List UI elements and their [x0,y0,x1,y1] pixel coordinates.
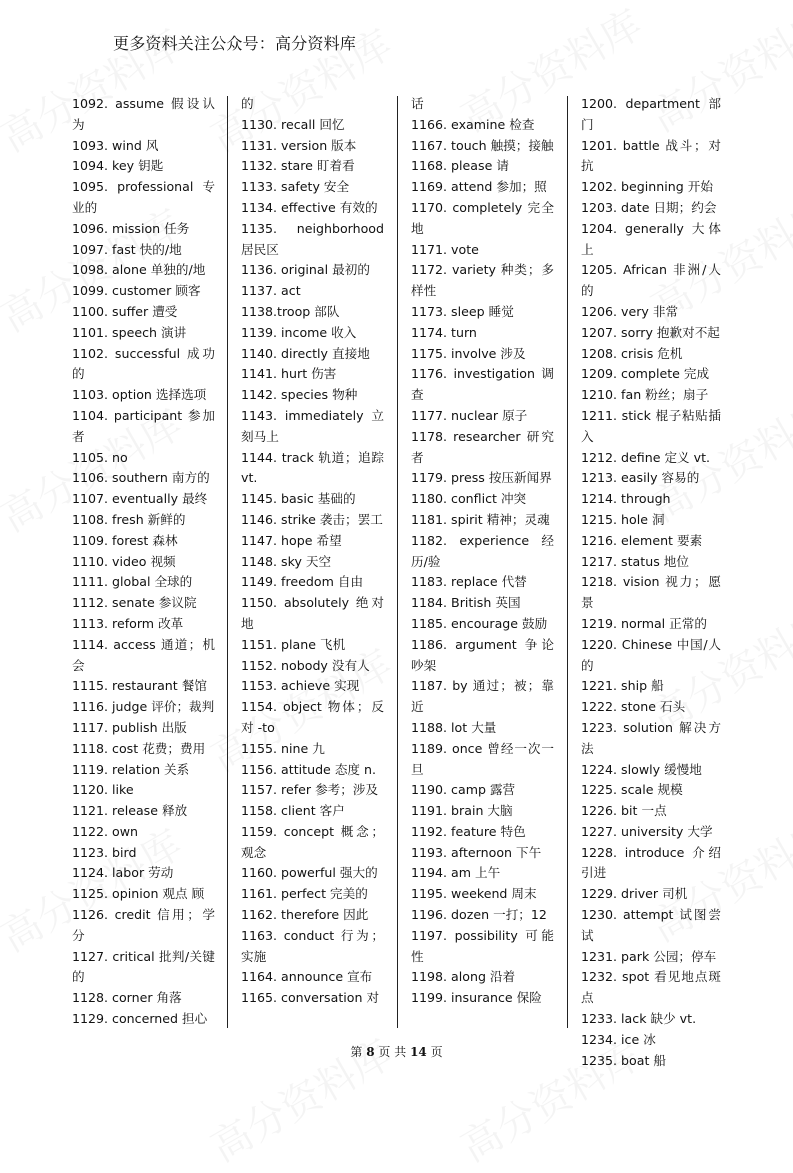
vocab-entry: 1200. department 部门 [581,96,721,132]
vocab-entry: 1186. argument 争论吵架 [411,636,554,673]
vocab-entry: 1225. scale 规模 [581,782,683,798]
vocab-entry: 1148. sky 天空 [241,553,332,569]
vocab-entry: 1217. status 地位 [581,553,689,569]
vocab-entry: 1129. concerned 担心 [72,1011,208,1027]
vocab-column-3 [411,94,554,1029]
vocab-entry: 1224. slowly 缓慢地 [581,761,702,777]
vocab-entry: 1130. recall 回忆 [241,116,345,132]
vocab-entry: 1160. powerful 强大的 [241,865,378,881]
vocab-entry: 1194. am 上午 [411,865,501,881]
footer-prefix: 第 [350,1045,363,1059]
vocab-entry: 1108. fresh 新鲜的 [72,511,186,527]
vocab-entry: 1173. sleep 睡觉 [411,303,514,319]
vocab-entry: 1220. Chinese 中国/人的 [581,636,721,673]
vocab-entry: 1122. own [72,823,139,839]
vocab-entry: 1188. lot 大量 [411,719,497,735]
vocab-entry: 1137. act [241,283,301,299]
vocab-entry: 1144. track 轨道；追踪 vt. [241,449,384,486]
vocab-entry: 1139. income 收入 [241,324,357,340]
vocab-entry: 1193. afternoon 下午 [411,844,542,860]
vocab-entry: 1125. opinion 观点 顾 [72,886,205,902]
vocab-entry: 的 [241,96,254,111]
vocab-entry: 1101. speech 演讲 [72,324,187,340]
vocab-column-4 [581,94,721,1068]
vocab-entry: 1180. conflict 冲突 [411,491,527,507]
vocab-entry: 1152. nobody 没有人 [241,657,370,673]
vocab-entry: 1202. beginning 开始 [581,179,713,195]
vocab-entry: 1190. camp 露营 [411,782,516,798]
vocab-entry: 1178. researcher 研究者 [411,428,554,465]
column-divider [397,96,398,1028]
vocab-entry: 1175. involve 涉及 [411,345,526,361]
vocab-entry: 1212. define 定义 vt. [581,449,711,465]
vocab-entry: 1156. attitude 态度 n. [241,761,376,777]
vocab-entry: 1216. element 要素 [581,532,703,548]
vocab-entry: 1113. reform 改革 [72,615,184,631]
vocab-entry: 1159. concept 概念；观念 [241,823,384,860]
vocab-entry: 1105. no [72,449,128,465]
vocab-entry: 1206. very 非常 [581,303,679,319]
vocab-entry: 1230. attempt 试图尝试 [581,907,721,943]
vocab-entry: 1209. complete 完成 [581,366,710,382]
vocab-entry: 1155. nine 九 [241,740,325,756]
vocab-entry: 1099. customer 顾客 [72,283,201,299]
vocab-entry: 1167. touch 触摸；接触 [411,137,554,153]
vocab-entry: 1165. conversation 对 [241,990,380,1006]
vocab-entry: 1157. refer 参考；涉及 [241,782,379,798]
vocab-entry: 1232. spot 看见地点斑点 [581,969,721,1006]
vocab-entry: 1147. hope 希望 [241,532,342,548]
vocab-entry: 1096. mission 任务 [72,220,190,236]
vocab-entry: 1128. corner 角落 [72,990,182,1006]
vocab-entry: 1177. nuclear 原子 [411,407,528,423]
vocab-entry: 1235. boat 船 [581,1052,667,1068]
vocab-entry: 1142. species 物种 [241,387,358,403]
vocab-entry: 1168. please 请 [411,158,509,174]
column-divider [227,96,228,1028]
vocab-entry: 1223. solution 解决方法 [581,719,721,756]
vocab-entry: 1121. release 释放 [72,803,188,819]
vocab-entry: 1123. bird [72,844,137,860]
vocab-entry: 1145. basic 基础的 [241,491,356,507]
vocab-column-2 [241,94,384,1029]
vocab-entry: 1210. fan 粉丝；扇子 [581,387,709,403]
vocab-entry: 1115. restaurant 餐馆 [72,678,207,694]
vocab-entry: 1132. stare 盯着看 [241,158,355,174]
vocab-entry: 1098. alone 单独的/地 [72,262,206,278]
vocab-entry: 1133. safety 安全 [241,179,350,195]
vocab-entry: 1208. crisis 危机 [581,345,683,361]
vocab-entry: 1095. professional 专业的 [72,179,215,215]
vocab-entry: 1092. assume 假设认为 [72,96,215,132]
vocab-entry: 1118. cost 花费；费用 [72,740,206,756]
vocab-entry: 1126. credit 信用；学分 [72,907,215,943]
vocab-entry: 1110. video 视频 [72,553,176,569]
vocab-entry: 1107. eventually 最终 [72,491,208,507]
vocab-entry: 1205. African 非洲/人的 [581,262,721,299]
vocab-entry: 1226. bit 一点 [581,803,667,819]
vocab-entry: 1233. lack 缺少 vt. [581,1011,697,1027]
vocab-entry: 1166. examine 检查 [411,116,535,132]
page-footer [0,1043,793,1060]
vocab-entry: 1143. immediately 立刻马上 [241,407,384,444]
vocab-entry: 1136. original 最初的 [241,262,370,278]
vocab-entry: 1094. key 钥匙 [72,158,164,174]
vocab-entry: 1124. labor 劳动 [72,865,174,881]
vocab-entry: 1158. client 客户 [241,803,345,819]
vocab-entry: 1222. stone 石头 [581,699,686,715]
vocab-entry: 1114. access 通道；机会 [72,636,215,673]
vocab-entry: 1219. normal 正常的 [581,615,707,631]
vocab-entry: 1211. stick 棍子粘贴插入 [581,407,721,444]
vocab-entry: 1172. variety 种类；多样性 [411,262,554,299]
vocab-entry: 1103. option 选择选项 [72,387,207,403]
vocab-entry: 1111. global 全球的 [72,574,193,590]
vocab-entry: 1138.troop 部队 [241,303,340,319]
vocab-entry: 1097. fast 快的/地 [72,241,182,257]
vocab-entry: 1151. plane 飞机 [241,636,346,652]
vocab-entry: 1153. achieve 实现 [241,678,360,694]
vocab-entry: 1171. vote [411,241,479,257]
vocab-entry: 1221. ship 船 [581,678,664,694]
vocab-entry: 1134. effective 有效的 [241,199,378,215]
footer-page-number: 8 [366,1045,375,1059]
vocab-entry: 1161. perfect 完美的 [241,886,368,902]
vocab-entry: 1228. introduce 介绍引进 [581,844,721,881]
vocab-entry: 1109. forest 森林 [72,532,178,548]
vocab-entry: 1181. spirit 精神；灵魂 [411,511,550,527]
vocab-entry: 1135. neighborhood 居民区 [241,220,384,257]
vocab-entry: 1179. press 按压新闻界 [411,470,552,486]
vocab-entry: 1189. once 曾经一次一旦 [411,740,554,777]
vocab-entry: 1146. strike 袭击；罢工 [241,511,383,527]
vocab-entry: 1214. through [581,491,671,507]
footer-suffix: 页 [430,1045,443,1059]
vocab-entry: 1187. by 通过；被；靠近 [411,678,554,715]
vocab-entry: 1150. absolutely 绝对地 [241,595,384,631]
vocab-entry: 1207. sorry 抱歉对不起 [581,324,720,340]
vocab-entry: 1199. insurance 保险 [411,990,542,1006]
vocab-entry: 1117. publish 出版 [72,719,187,735]
vocab-column-1 [72,94,215,1029]
vocab-entry: 1116. judge 评价；裁判 [72,699,215,715]
vocab-entry: 1185. encourage 鼓励 [411,615,548,631]
vocab-entry: 1201. battle 战斗；对抗 [581,137,721,174]
vocab-entry: 1149. freedom 自由 [241,574,364,590]
vocab-entry: 1131. version 版本 [241,137,357,153]
vocab-entry: 1120. like [72,782,134,798]
vocab-entry: 1204. generally 大体上 [581,220,721,257]
vocab-entry: 1106. southern 南方的 [72,470,210,486]
vocab-entry: 1191. brain 大脑 [411,803,513,819]
vocab-entry: 1163. conduct 行为；实施 [241,927,384,964]
vocab-entry: 1141. hurt 伤害 [241,366,337,382]
footer-total-pages: 14 [410,1045,427,1059]
vocab-entry: 1127. critical 批判/关键的 [72,948,215,985]
vocab-entry: 1164. announce 宣布 [241,969,373,985]
vocab-entry: 1213. easily 容易的 [581,470,700,486]
vocab-entry: 1231. park 公园；停车 [581,948,717,964]
vocab-entry: 1227. university 大学 [581,823,713,839]
vocab-entry: 1169. attend 参加；照 [411,179,547,195]
vocab-entry: 1093. wind 风 [72,137,159,153]
vocab-entry: 1176. investigation 调查 [411,366,554,403]
page-header-title: 更多资料关注公众号：高分资料库 [113,34,357,53]
vocab-entry: 1197. possibility 可能性 [411,927,554,964]
vocab-entry: 1215. hole 洞 [581,511,665,527]
vocab-entry: 1100. suffer 遭受 [72,303,178,319]
vocab-entry: 1182. experience 经历/验 [411,532,554,569]
vocab-entry: 1229. driver 司机 [581,886,688,902]
vocab-entry: 1192. feature 特色 [411,823,526,839]
vocab-entry: 1203. date 日期；约会 [581,199,717,215]
vocab-entry: 1183. replace 代替 [411,574,527,590]
vocab-entry: 1102. successful 成功的 [72,345,215,382]
column-divider [567,96,568,1028]
vocab-entry: 话 [411,96,424,111]
vocab-entry: 1234. ice 冰 [581,1031,656,1047]
vocab-entry: 1140. directly 直接地 [241,345,370,361]
vocab-entry: 1170. completely 完全地 [411,199,554,236]
footer-middle: 页 共 [378,1045,407,1059]
vocab-entry: 1112. senate 参议院 [72,595,197,611]
vocab-entry: 1119. relation 关系 [72,761,190,777]
vocab-entry: 1195. weekend 周末 [411,886,537,902]
vocab-entry: 1154. object 物体；反对 -to [241,699,384,735]
vocab-entry: 1174. turn [411,324,477,340]
vocab-entry: 1162. therefore 因此 [241,907,369,923]
vocab-entry: 1196. dozen 一打；12 [411,907,547,923]
vocab-entry: 1184. British 英国 [411,595,521,611]
vocab-entry: 1104. participant 参加者 [72,407,215,444]
vocab-entry: 1218. vision 视力；愿景 [581,574,721,611]
vocab-entry: 1198. along 沿着 [411,969,516,985]
